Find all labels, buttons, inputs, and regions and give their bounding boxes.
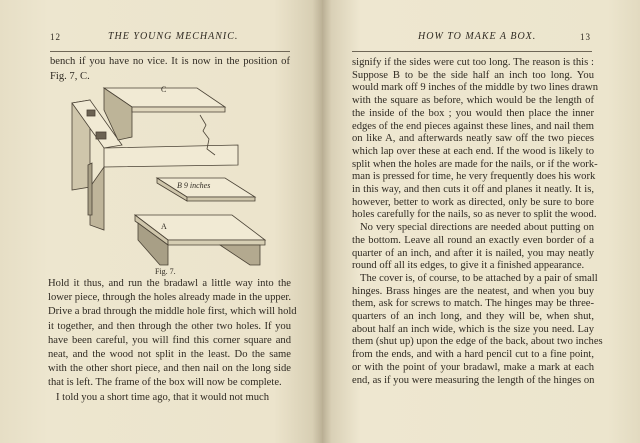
text-line: No very special directions are needed about putting on [360,222,594,234]
text-line: bench if you have no vice. It is now in the position of [50,56,290,67]
text-line: in this way, and then cuts it off and planes it neatly. It is, [352,184,594,195]
text-line: quarter of an inch, and after it is nailed, you may neatly [352,247,594,259]
text-line: on like A, and afterwards neatly saw off the two pieces [352,133,594,145]
running-head: HOW TO MAKE A BOX. [418,31,537,42]
text-line: holes carefully for the nails, so as never to split the wood. [352,209,597,221]
figure-7-illustration [60,75,280,275]
text-line: Suppose B to be the side half an inch too long. You [352,69,594,81]
text-line: Fig. 7, C. [50,70,90,82]
text-line: Hold it thus, and run the bradawl a little way into the [48,278,291,289]
text-line: the bottom. Leave all round an exactly even border of a [352,234,594,246]
text-line: about half an inch wide, which is the size you need. Lay [352,323,594,335]
text-line: would mark off 9 inches of the middle by two lines drawn [352,82,599,94]
text-line: I told you a short time ago, that it would not much [56,391,270,403]
header-rule [50,51,290,52]
text-line: hinges. Brass hinges are the neatest, and when you buy [352,285,594,297]
text-line: round off all its edges, to give it a finished appearance. [352,260,585,272]
text-line: or with the point of your bradawl, make a mark at each [352,361,594,373]
text-line: lower piece, through the holes already made in the upper. [48,292,291,304]
figure-label-b: B 9 inches [177,181,211,190]
text-line: however, better to work as directed, only be sure to bore [352,196,594,208]
text-line: have been careful, you will find this corner square and [48,334,291,346]
text-line: split when the holes are made for the nails, or if the work- [352,158,598,170]
text-line: it together, and then through the other two holes. If you [48,320,291,332]
text-line: them, ask for screws to match. The hinges may be three- [352,298,594,310]
text-line: with the square as before, which would be the length of [352,95,594,107]
text-line: which lap over these at each end. If the wood is likely to [352,145,594,157]
text-line: from the ends, and with a hard pencil cut to a fine point, [352,349,594,361]
text-line: Drive a brad through the middle hole first, which will hold [48,306,297,318]
figure-label-c: C [161,85,167,94]
page-number: 13 [580,32,591,42]
running-head: THE YOUNG MECHANIC. [108,31,239,42]
text-line: quarters of an inch long, and they will be, when shut, [352,311,594,322]
page-number: 12 [50,32,61,42]
text-line: the inside of the box ; you would then place the inner [352,107,594,119]
text-line: The cover is, of course, to be attached by a pair of small [360,272,598,284]
text-line: them (shut up) upon the edge of the back, about two inches [352,336,603,348]
text-line: neat, and the wood not split in the least. Do the same [48,349,291,360]
text-line: that is left. The frame of the box will now be complete. [48,377,282,389]
right-page [322,0,640,443]
text-line: end, as if you were measuring the length of the hinges on [352,374,595,386]
figure-caption: Fig. 7. [155,267,176,276]
text-line: signify if the sides were cut too long. The reason is this : [352,57,594,68]
header-rule [352,51,592,52]
text-line: with the other short piece, and then nail on the long side [48,363,291,375]
figure-label-a: A [161,222,167,231]
text-line: edges of the end pieces against these lines, and nail them [352,120,594,132]
text-line: man is pressed for time, he very frequently does his work [352,171,596,183]
